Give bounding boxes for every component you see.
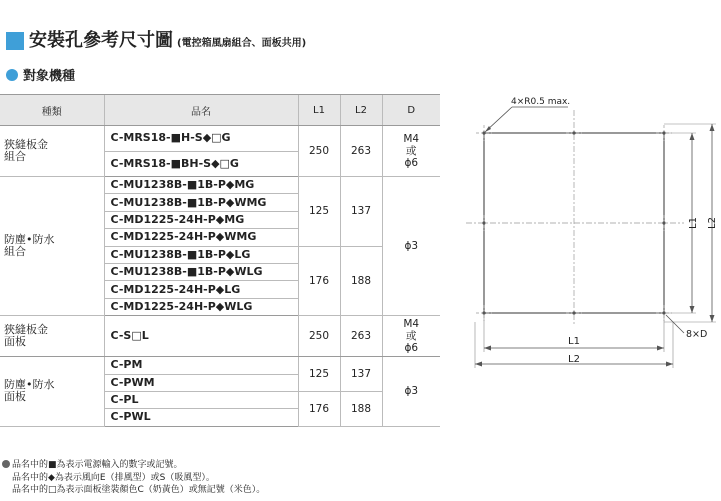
model-cell: C-PL bbox=[104, 391, 298, 408]
page-title bbox=[6, 30, 306, 52]
mount-hole bbox=[482, 311, 485, 314]
d-line: M4 bbox=[403, 318, 420, 331]
l2-cell: 188 bbox=[340, 246, 382, 316]
title-subtitle: (電控箱風扇組合、面板共用) bbox=[177, 38, 307, 49]
header-l2: L2 bbox=[340, 95, 382, 126]
l1-cell: 250 bbox=[298, 316, 340, 357]
dim-l2-horizontal: L2 bbox=[568, 354, 580, 365]
mount-hole bbox=[662, 221, 665, 224]
table-row bbox=[0, 316, 440, 357]
table-row bbox=[0, 126, 440, 152]
category-line: 面板 bbox=[4, 390, 26, 404]
header-l1: L1 bbox=[298, 95, 340, 126]
model-cell: C-MU1238B-■1B-P◆LG bbox=[104, 246, 298, 263]
l1-cell: 125 bbox=[298, 357, 340, 392]
model-cell: C-MRS18-■H-S◆□G bbox=[104, 126, 298, 152]
title-square-icon bbox=[6, 32, 24, 50]
bullet-icon bbox=[2, 460, 10, 468]
mount-hole bbox=[572, 311, 575, 314]
model-cell: C-MD1225-24H-P◆WMG bbox=[104, 229, 298, 246]
table-row bbox=[0, 177, 440, 194]
d-line: ϕ6 bbox=[404, 342, 419, 355]
header-model: 品名 bbox=[104, 95, 298, 126]
d-line: ϕ6 bbox=[404, 157, 419, 169]
d-cell bbox=[382, 316, 440, 357]
l2-cell: 137 bbox=[340, 357, 382, 392]
d-line: 或 bbox=[406, 145, 417, 157]
category-line: 組合 bbox=[4, 245, 26, 259]
dim-l1-horizontal: L1 bbox=[568, 336, 580, 347]
section-heading bbox=[6, 65, 75, 84]
model-cell: C-PWL bbox=[104, 409, 298, 426]
l2-cell: 263 bbox=[340, 126, 382, 177]
model-cell: C-PWM bbox=[104, 374, 298, 391]
table-header-row bbox=[0, 95, 440, 126]
mount-hole bbox=[572, 131, 575, 134]
model-cell: C-MU1238B-■1B-P◆MG bbox=[104, 177, 298, 194]
category-line: 防塵•防水 bbox=[4, 378, 55, 392]
model-cell: C-MU1238B-■1B-P◆WMG bbox=[104, 194, 298, 211]
category-cell bbox=[0, 126, 104, 177]
title-main: 安裝孔參考尺寸圖 bbox=[29, 30, 173, 51]
model-cell: C-MU1238B-■1B-P◆WLG bbox=[104, 263, 298, 280]
category-line: 防塵•防水 bbox=[4, 233, 55, 247]
model-cell: C-MRS18-■BH-S◆□G bbox=[104, 151, 298, 177]
l2-cell: 188 bbox=[340, 391, 382, 426]
header-d: D bbox=[382, 95, 440, 126]
category-line: 面板 bbox=[4, 335, 26, 349]
l1-cell: 176 bbox=[298, 246, 340, 316]
model-cell: C-PM bbox=[104, 357, 298, 374]
hole-note: 8×D bbox=[686, 329, 708, 340]
model-cell: C-S□L bbox=[104, 316, 298, 357]
section-dot-icon bbox=[6, 69, 18, 81]
l1-cell: 176 bbox=[298, 391, 340, 426]
d-line: 或 bbox=[406, 330, 417, 343]
category-line: 狹縫板金 bbox=[4, 138, 48, 151]
section-label: 對象機種 bbox=[23, 69, 76, 84]
note-text: 品名中的■為表示電源輸入的數字或記號。 bbox=[12, 460, 183, 470]
note-line: 品名中的◆為表示風向E（排風型）或S（吸風型）。 bbox=[12, 472, 215, 483]
table-row bbox=[0, 357, 440, 374]
d-cell: ϕ3 bbox=[382, 177, 440, 316]
category-cell bbox=[0, 357, 104, 427]
model-cell: C-MD1225-24H-P◆WLG bbox=[104, 298, 298, 315]
l2-cell: 137 bbox=[340, 177, 382, 247]
note-line: 品名中的□為表示面板塗裝顏色C（奶黃色）或無記號（米色）。 bbox=[12, 485, 266, 495]
note-line bbox=[2, 459, 265, 472]
mount-hole bbox=[482, 221, 485, 224]
corner-note: 4×R0.5 max. bbox=[511, 97, 571, 107]
model-cell: C-MD1225-24H-P◆LG bbox=[104, 281, 298, 298]
model-cell: C-MD1225-24H-P◆MG bbox=[104, 211, 298, 228]
category-cell bbox=[0, 316, 104, 357]
mount-hole bbox=[662, 131, 665, 134]
d-line: M4 bbox=[403, 133, 420, 145]
category-line: 狹縫板金 bbox=[4, 323, 48, 337]
spec-table bbox=[0, 94, 440, 427]
d-cell: ϕ3 bbox=[382, 357, 440, 427]
mounting-hole-drawing bbox=[440, 90, 721, 380]
d-cell bbox=[382, 126, 440, 177]
category-line: 組合 bbox=[4, 150, 26, 163]
l2-cell: 263 bbox=[340, 316, 382, 357]
l1-cell: 250 bbox=[298, 126, 340, 177]
category-cell bbox=[0, 177, 104, 316]
header-type: 種類 bbox=[0, 95, 104, 126]
mount-hole bbox=[662, 311, 665, 314]
dim-l2-vertical: L2 bbox=[707, 217, 718, 229]
l1-cell: 125 bbox=[298, 177, 340, 247]
notes bbox=[2, 459, 265, 497]
dim-l1-vertical: L1 bbox=[688, 217, 699, 229]
